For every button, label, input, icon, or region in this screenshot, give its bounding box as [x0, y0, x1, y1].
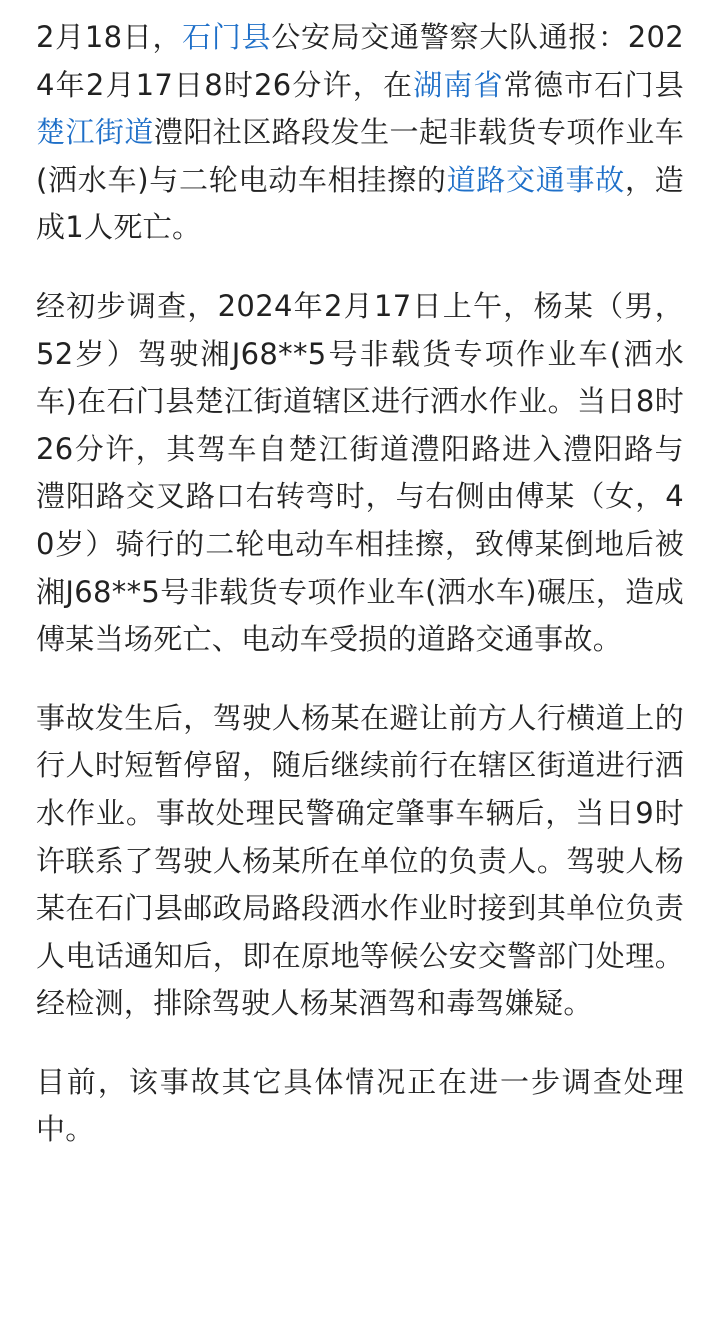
paragraph-2	[36, 283, 684, 664]
text-span: 澧阳社区路段发生一起非载货专项作业车(洒水车)与二轮电动车相挂擦的	[36, 115, 685, 197]
link-shimen-county[interactable]: 石门县	[182, 20, 272, 54]
text-span: 经初步调查，2024年2月17日上午，杨某（男，52岁）驾驶湘J68**5号非载货专项作业车(洒水车)在石门县楚江街道辖区进行洒水作业。当日8时26分许，其驾车自楚江街道澧阳路进入澧阳路与澧阳路交叉路口右转弯时，与右侧由傅某（女，40岁）骑行的二轮电动车相挂擦，致傅某倒地后被湘J68**5号非载货专项作业车(洒水车)碾压，造成傅某当场死亡、电动车受损的道路交通事故。	[36, 288, 684, 657]
paragraph-4	[36, 1059, 684, 1154]
paragraph-3	[36, 695, 684, 1028]
text-span: ，造成1人死亡。	[36, 162, 684, 245]
text-span: 目前，该事故其它具体情况正在进一步调查处理中。	[36, 1064, 684, 1147]
text-span: 2月18日，	[36, 20, 183, 54]
link-hunan-province[interactable]: 湖南省	[413, 67, 504, 102]
text-span: 公安局交通警察大队通报：2024年2月17日8时26分许，在	[36, 20, 684, 102]
paragraph-1	[36, 14, 684, 252]
text-span: 事故发生后，驾驶人杨某在避让前方人行横道上的行人时短暂停留，随后继续前行在辖区街道进行洒水作业。事故处理民警确定肇事车辆后，当日9时许联系了驾驶人杨某所在单位的负责人。驾驶人杨某在石门县邮政局路段洒水作业时接到其单位负责人电话通知后，即在原地等候公安交警部门处理。经检测，排除驾驶人杨某酒驾和毒驾嫌疑。	[36, 700, 684, 1021]
link-chujiang-street[interactable]: 楚江街道	[36, 115, 154, 150]
link-road-traffic-accident[interactable]: 道路交通事故	[446, 162, 625, 197]
text-span: 常德市石门县	[503, 67, 684, 102]
